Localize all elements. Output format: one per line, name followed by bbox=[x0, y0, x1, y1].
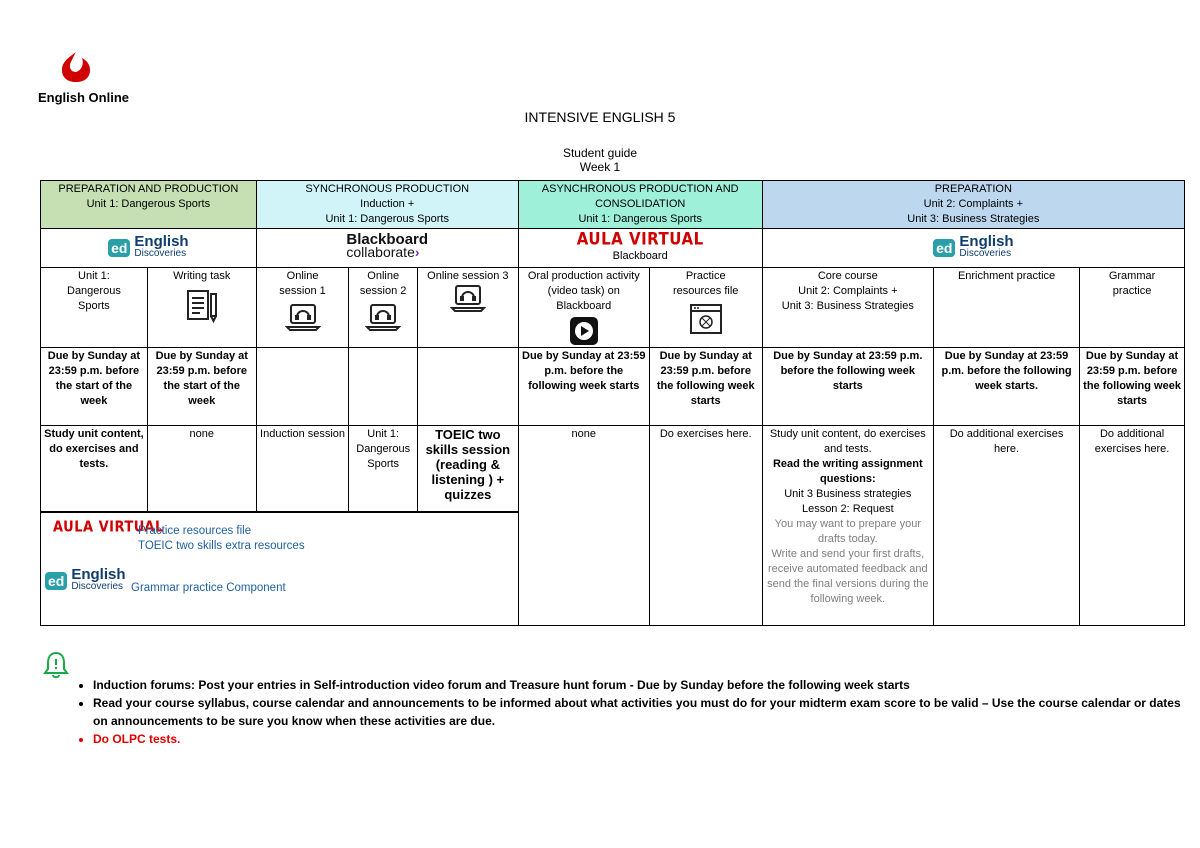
chevron-right-icon: › bbox=[414, 243, 420, 260]
detail-enrichment[interactable]: Do additional exercises here. bbox=[933, 426, 1079, 626]
page-title: INTENSIVE ENGLISH 5 bbox=[524, 109, 676, 125]
due-unit-1: Due by Sunday at 23:59 p.m. before the start of the week bbox=[41, 348, 148, 426]
laptop-headset-icon bbox=[285, 303, 321, 331]
page-subtitle bbox=[0, 146, 1200, 174]
activity-online-session-1[interactable]: Online session 1 bbox=[256, 268, 349, 348]
grammar-practice-component-link[interactable]: Grammar practice Component bbox=[131, 582, 286, 594]
play-video-icon bbox=[569, 316, 599, 346]
laptop-headset-icon bbox=[365, 303, 401, 331]
student-guide-label: Student guide bbox=[562, 146, 638, 160]
detail-writing-task: none bbox=[147, 426, 256, 512]
activity-online-session-3[interactable]: Online session 3 bbox=[417, 268, 518, 348]
document-pencil-icon bbox=[185, 288, 219, 324]
brand-name: English Online bbox=[38, 90, 130, 105]
due-empty-3 bbox=[417, 348, 518, 426]
due-empty-2 bbox=[349, 348, 418, 426]
activity-unit-1: Unit 1: Dangerous Sports bbox=[41, 268, 148, 348]
due-grammar: Due by Sunday at 23:59 p.m. before the following week starts bbox=[1080, 348, 1185, 426]
detail-session-1: Induction session bbox=[256, 426, 349, 512]
detail-unit-1: Study unit content, do exercises and tests. bbox=[41, 426, 148, 512]
ed-badge-icon: ed bbox=[45, 572, 67, 590]
ed-badge-icon: ed bbox=[933, 239, 955, 257]
section-asynchronous-production: ASYNCHRONOUS PRODUCTION AND CONSOLIDATION Unit 1: Dangerous Sports bbox=[518, 181, 762, 229]
practice-resources-link[interactable]: Practice resources file bbox=[138, 525, 252, 537]
detail-session-2: Unit 1: Dangerous Sports bbox=[349, 426, 418, 512]
section-header-row bbox=[41, 181, 1185, 229]
aula-virtual-logo-small: AULA VIRTUAL bbox=[53, 518, 164, 537]
activity-writing-task: Writing task bbox=[147, 268, 256, 348]
detail-oral-production: none bbox=[518, 426, 649, 626]
notes-list bbox=[65, 676, 1183, 748]
due-core-course: Due by Sunday at 23:59 p.m. before the following week starts bbox=[762, 348, 933, 426]
note-course-syllabus: • Read your course syllabus, course calendar and announcements to be informed about what activities you must do for your midterm exam score to be valid – Use the course calendar or dates on announcements to be sure you know when these activities are due. bbox=[93, 694, 1183, 730]
due-row bbox=[41, 348, 1185, 426]
upc-flame-icon bbox=[58, 50, 94, 84]
note-induction-forums: • Induction forums: Post your entries in Self-introduction video forum and Treasure hunt forum - Due by Sunday before the following week starts bbox=[93, 676, 1183, 694]
due-enrichment: Due by Sunday at 23:59 p.m. before the following week starts. bbox=[933, 348, 1079, 426]
activity-online-session-2[interactable]: Online session 2 bbox=[349, 268, 418, 348]
resource-links bbox=[138, 524, 305, 554]
detail-core-course: Study unit content, do exercises and tests. Read the writing assignment questions: Unit 3 Business strategies Lesson 2: Request You may want to prepare your drafts today. Write and send your first drafts, receive automated feedback and send the final versions during the following week. bbox=[762, 426, 933, 626]
detail-session-3: TOEIC two skills session (reading & listening ) + quizzes bbox=[417, 426, 518, 512]
english-discoveries-logo-2[interactable]: ed English Discoveries bbox=[762, 229, 1184, 268]
ed-badge-icon: ed bbox=[108, 239, 130, 257]
activity-enrichment-practice[interactable]: Enrichment practice bbox=[933, 268, 1079, 348]
english-discoveries-logo[interactable]: ed English Discoveries bbox=[41, 229, 257, 268]
activity-row bbox=[41, 268, 1185, 348]
section-preparation-production: PREPARATION AND PRODUCTION Unit 1: Dangerous Sports bbox=[41, 181, 257, 229]
due-oral-production: Due by Sunday at 23:59 p.m. before the following week starts bbox=[518, 348, 649, 426]
laptop-headset-icon bbox=[450, 284, 486, 312]
activity-core-course[interactable]: Core course Unit 2: Complaints + Unit 3: Business Strategies bbox=[762, 268, 933, 348]
due-practice-file: Due by Sunday at 23:59 p.m. before the following week starts bbox=[649, 348, 762, 426]
section-synchronous-production: SYNCHRONOUS PRODUCTION Induction + Unit 1: Dangerous Sports bbox=[256, 181, 518, 229]
browser-window-icon bbox=[689, 303, 723, 335]
platform-row bbox=[41, 229, 1185, 268]
upc-logo bbox=[38, 50, 148, 110]
details-row-top bbox=[41, 426, 1185, 512]
week-label: Week 1 bbox=[579, 160, 621, 174]
activity-grammar-practice[interactable]: Grammar practice bbox=[1080, 268, 1185, 348]
detail-grammar[interactable]: Do additional exercises here. bbox=[1080, 426, 1185, 626]
due-writing-task: Due by Sunday at 23:59 p.m. before the start of the week bbox=[147, 348, 256, 426]
activity-practice-resources-file[interactable]: Practice resources file bbox=[649, 268, 762, 348]
note-olpc-tests: • Do OLPC tests. bbox=[93, 730, 1183, 748]
section-preparation: PREPARATION Unit 2: Complaints + Unit 3: Business Strategies bbox=[762, 181, 1184, 229]
english-discoveries-logo-small: ed English Discoveries bbox=[45, 569, 126, 593]
blackboard-collaborate-logo[interactable]: Blackboard collaborate› bbox=[256, 229, 518, 268]
resources-block bbox=[45, 520, 525, 632]
aula-virtual-logo[interactable]: AULA VIRTUAL Blackboard bbox=[518, 229, 762, 268]
detail-practice-file[interactable]: Do exercises here. bbox=[649, 426, 762, 626]
due-empty-1 bbox=[256, 348, 349, 426]
activity-oral-production[interactable]: Oral production activity (video task) on Blackboard bbox=[518, 268, 649, 348]
toeic-extra-resources-link[interactable]: TOEIC two skills extra resources bbox=[138, 540, 305, 552]
